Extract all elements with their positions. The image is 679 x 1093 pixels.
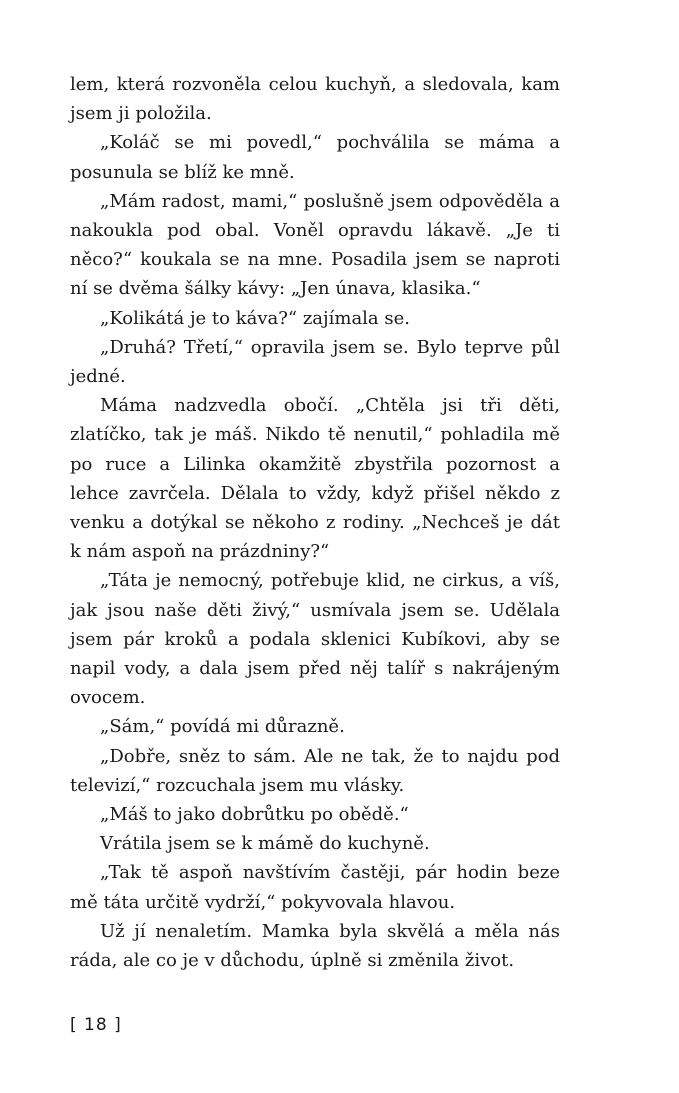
paragraph: „Máš to jako dobrůtku po obědě.“ xyxy=(100,804,409,826)
paragraph: „Druhá? Třetí,“ opravila jsem se. Bylo teprve půl jedné. xyxy=(70,336,560,388)
paragraph: Vrátila jsem se k mámě do kuchyně. xyxy=(100,833,430,855)
page-number: [ 18 ] xyxy=(70,1015,122,1035)
page-body xyxy=(70,70,560,975)
paragraph: „Tak tě aspoň navštívím častěji, pár hodin beze mě táta určitě vydrží,“ pokyvovala hlavou. xyxy=(70,862,560,913)
paragraph: Máma nadzvedla obočí. „Chtěla jsi tři děti, zlatíčko, tak je máš. Nikdo tě nenutil,“ pohladila mě po ruce a Lilinka okamžitě zbystřila pozornost a lehce zavrčela. Dělala to vždy, když přišel někdo z venku a dotýkal se někoho z rodiny. „Nechceš je dát k nám aspoň na prázdniny?“ xyxy=(70,395,560,563)
paragraph: Už jí nenaletím. Mamka byla skvělá a měla nás ráda, ale co je v důchodu, úplně si změnila život. xyxy=(70,920,560,972)
paragraph: „Dobře, sněz to sám. Ale ne tak, že to najdu pod televizí,“ rozcuchala jsem mu vlásky. xyxy=(70,745,560,796)
paragraph: „Kolikátá je to káva?“ zajímala se. xyxy=(100,307,410,329)
paragraph: „Táta je nemocný, potřebuje klid, ne cirkus, a víš, jak jsou naše děti živý,“ usmívala jsem se. Udělala jsem pár kroků a podala sklenici Kubíkovi, aby se napil vody, a dala jsem před něj talíř s nakrájeným ovocem. xyxy=(70,570,560,709)
paragraph: „Koláč se mi povedl,“ pochválila se máma a posunula se blíž ke mně. xyxy=(70,132,560,183)
paragraph: „Sám,“ povídá mi důrazně. xyxy=(100,716,345,738)
paragraph: „Mám radost, mami,“ poslušně jsem odpověděla a nakoukla pod obal. Voněl opravdu lákavě. „Je ti něco?“ koukala se na mne. Posadila jsem se naproti ní se dvěma šálky kávy: „Jen únava, klasika.“ xyxy=(70,190,560,300)
paragraph: lem, která rozvoněla celou kuchyň, a sledovala, kam jsem ji položila. xyxy=(70,74,560,125)
